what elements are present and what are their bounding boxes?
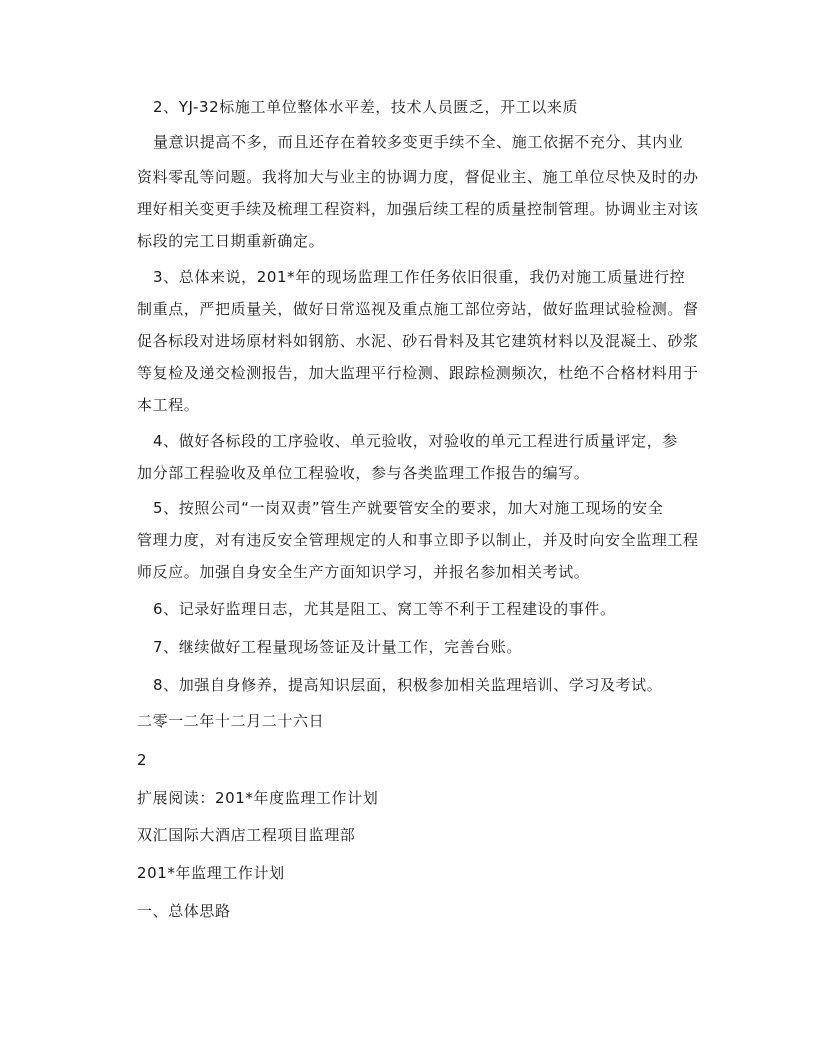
paragraph-7: 7、继续做好工程量现场签证及计量工作，完善台账。 [153,638,522,656]
paragraph-4-line-2: 加分部工程验收及单位工程验收，参与各类监理工作报告的编写。 [137,464,590,482]
paragraph-3-line-2: 制重点，严把质量关，做好日常巡视及重点施工部位旁站，做好监理试验检测。督 [137,300,699,318]
paragraph-3-line-5: 本工程。 [137,396,200,414]
plan-title: 201*年监理工作计划 [137,864,285,882]
paragraph-6: 6、记录好监理日志，尤其是阻工、窝工等不利于工程建设的事件。 [153,600,616,618]
paragraph-2-line-3: 资料零乱等问题。我将加大与业主的协调力度，督促业主、施工单位尽快及时的办 [137,168,699,186]
document-date: 二零一二年十二月二十六日 [137,712,325,730]
paragraph-3-line-4: 等复检及递交检测报告，加大监理平行检测、跟踪检测频次，杜绝不合格材料用于 [137,364,699,382]
extended-reading-title: 扩展阅读：201*年度监理工作计划 [137,789,379,807]
section-heading-1: 一、总体思路 [137,902,231,920]
paragraph-5-line-3: 师反应。加强自身安全生产方面知识学习，并报名参加相关考试。 [137,563,590,581]
paragraph-5-line-2: 管理力度，对有违反安全管理规定的人和事立即予以制止，并及时向安全监理工程 [137,531,699,549]
paragraph-5-line-1: 5、按照公司“一岗双责”管生产就要管安全的要求，加大对施工现场的安全 [153,499,664,517]
paragraph-4-line-1: 4、做好各标段的工序验收、单元验收，对验收的单元工程进行质量评定，参 [153,432,678,450]
paragraph-2-line-5: 标段的完工日期重新确定。 [137,232,325,250]
paragraph-8: 8、加强自身修养，提高知识层面，积极参加相关监理培训、学习及考试。 [153,676,663,694]
project-department: 双汇国际大酒店工程项目监理部 [137,826,356,844]
paragraph-3-line-3: 促各标段对进场原材料如钢筋、水泥、砂石骨料及其它建筑材料以及混凝土、砂浆 [137,332,699,350]
paragraph-2-line-2: 量意识提高不多，而且还存在着较多变更手续不全、施工依据不充分、其内业 [153,133,684,151]
paragraph-2-line-4: 理好相关变更手续及梳理工程资料，加强后续工程的质量控制管理。协调业主对该 [137,200,699,218]
paragraph-3-line-1: 3、总体来说，201*年的现场监理工作任务依旧很重，我仍对施工质量进行控 [153,268,686,286]
paragraph-2-line-1: 2、YJ-32标施工单位整体水平差，技术人员匮乏，开工以来质 [153,98,579,116]
page-number: 2 [137,751,148,769]
